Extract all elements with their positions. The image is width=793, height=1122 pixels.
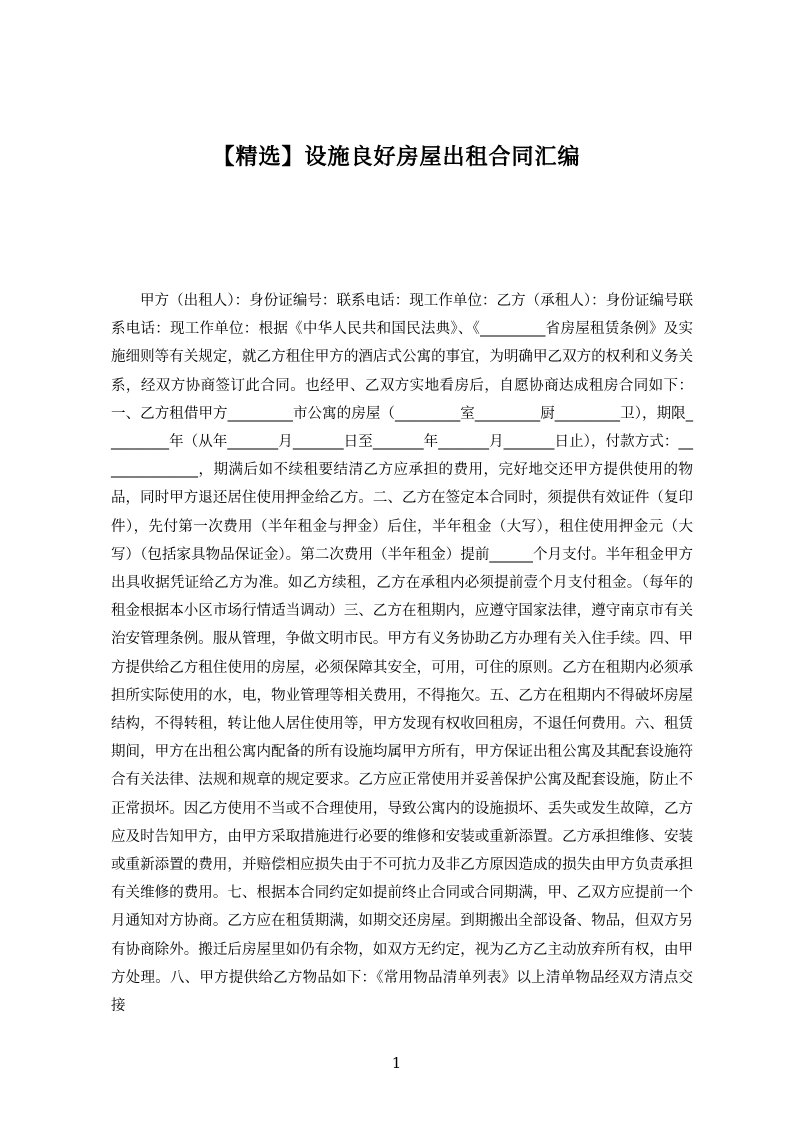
document-title: 【精选】设施良好房屋出租合同汇编 bbox=[212, 145, 581, 170]
page-number: 1 bbox=[391, 1054, 402, 1072]
contract-body-text: 甲方（出租人）：身份证编号：联系电话：现工作单位：乙方（承租人）：身份证编号联系电话：现工作单位：根据《中华人民共和国民法典》、《_________省房屋租赁条例》及实施细则等有关规定，就乙方租住甲方的酒店式公寓的事宜，为明确甲乙双方的权利和义务关系，经双方协商签订此合同。也经甲、乙双方实地看房后，自愿协商达成租房合同如下：一、乙方租借甲方_________市公寓的房屋（_________室_________厨_________卫），期限_________年（从年_______月_______日至_______年_______月_______日止），付款方式：______________，期满后如不续租要结清乙方应承担的费用，完好地交还甲方提供使用的物品，同时甲方退还居住使用押金给乙方。二、乙方在签定本合同时，须提供有效证件（复印件），先付第一次费用（半年租金与押金）后住，半年租金（大写），租住使用押金元（大写）（包括家具物品保证金）。第二次费用（半年租金）提前______个月支付。半年租金甲方出具收据凭证给乙方为准。如乙方续租，乙方在承租内必须提前壹个月支付租金。（每年的租金根据本小区市场行情适当调动）三、乙方在租期内，应遵守国家法律，遵守南京市有关治安管理条例。服从管理，争做文明市民。甲方有义务协助乙方办理有关入住手续。四、甲方提供给乙方租住使用的房屋，必须保障其安全，可用，可住的原则。乙方在租期内必须承担所实际使用的水，电，物业管理等相关费用，不得拖欠。五、乙方在租期内不得破坏房屋结构，不得转租，转让他人居住使用等，甲方发现有权收回租房，不退任何费用。六、租赁期间，甲方在出租公寓内配备的所有设施均属甲方所有，甲方保证出租公寓及其配套设施符合有关法律、法规和规章的规定要求。乙方应正常使用并妥善保护公寓及配套设施，防止不正常损坏。因乙方使用不当或不合理使用，导致公寓内的设施损坏、丢失或发生故障，乙方应及时告知甲方，由甲方采取措施进行必要的维修和安装或重新添置。乙方承担维修、安装或重新添置的费用，并赔偿相应损失由于不可抗力及非乙方原因造成的损失由甲方负责承担有关维修的费用。七、根据本合同约定如提前终止合同或合同期满，甲、乙双方应提前一个月通知对方协商。乙方应在租赁期满，如期交还房屋。到期搬出全部设备、物品，但双方另有协商除外。搬迁后房屋里如仍有余物，如双方无约定，视为乙方乙主动放弃所有权，由甲方处理。八、甲方提供给乙方物品如下：《常用物品清单列表》以上清单物品经双方清点交接 bbox=[111, 293, 693, 1015]
